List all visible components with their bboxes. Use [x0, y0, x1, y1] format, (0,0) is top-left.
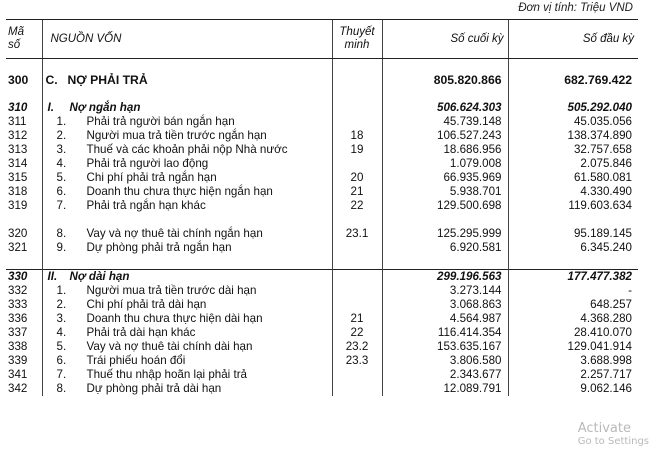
- row-opening: 119.603.634: [508, 199, 638, 213]
- table-row: [6, 199, 638, 213]
- row-code: 319: [8, 199, 28, 212]
- row-label-text: Thuế thu nhập hoãn lại phải trả: [86, 368, 248, 381]
- row-code: 333: [8, 298, 28, 311]
- watermark-line2: Go to Settings: [577, 436, 649, 447]
- row-note: 21: [332, 312, 382, 326]
- row-note: [332, 157, 382, 171]
- row-note: [332, 101, 382, 115]
- row-opening: 9.062.146: [508, 382, 638, 396]
- row-index: 6.: [56, 354, 67, 367]
- row-label-text: Doanh thu chưa thực hiện dài hạn: [86, 312, 263, 325]
- row-label-text: Nợ ngắn hạn: [69, 101, 141, 114]
- row-index: 3.: [56, 312, 67, 325]
- row-code: 314: [8, 157, 28, 170]
- row-code: 337: [8, 326, 28, 339]
- row-closing: 18.686.956: [382, 143, 508, 157]
- table-row: [6, 312, 638, 326]
- row-note: [332, 270, 382, 285]
- row-note: 20: [332, 171, 382, 185]
- row-opening: 32.757.658: [508, 143, 638, 157]
- row-closing: 106.527.243: [382, 129, 508, 143]
- table-row: [6, 326, 638, 340]
- table-row: [6, 185, 638, 199]
- row-index: 5.: [56, 171, 67, 184]
- row-label-text: Dự phòng phải trả dài hạn: [86, 382, 222, 395]
- row-opening: 2.257.717: [508, 368, 638, 382]
- row-closing: 5.938.701: [382, 185, 508, 199]
- row-label: [42, 171, 332, 185]
- group-row-long-term: [6, 270, 638, 285]
- row-closing: 6.920.581: [382, 241, 508, 255]
- table-row: [6, 143, 638, 157]
- row-index: 6.: [56, 185, 67, 198]
- table-row: [6, 157, 638, 171]
- row-label-text: Vay và nợ thuê tài chính dài hạn: [86, 340, 253, 353]
- row-label-text: Doanh thu chưa thực hiện ngắn hạn: [86, 185, 273, 198]
- row-label: [42, 354, 332, 368]
- unit-label: Đơn vị tính: Triệu VND: [518, 2, 633, 14]
- row-note: 23.1: [332, 227, 382, 241]
- row-note: [332, 382, 382, 396]
- row-code: 332: [8, 284, 28, 297]
- row-index: 8.: [56, 382, 67, 395]
- row-label: [42, 284, 332, 298]
- row-opening: 177.477.382: [508, 270, 638, 285]
- row-index: 2.: [56, 298, 67, 311]
- row-label: [42, 312, 332, 326]
- row-code: 311: [8, 115, 27, 128]
- row-code: 339: [8, 354, 28, 367]
- balance-sheet-table: [6, 19, 638, 396]
- row-code: 300: [8, 73, 29, 87]
- row-closing: 3.273.144: [382, 284, 508, 298]
- row-index: 1.: [56, 284, 67, 297]
- row-note: [332, 298, 382, 312]
- header-opening: Số đầu kỳ: [508, 20, 638, 59]
- row-label-text: Người mua trả tiền trước dài hạn: [86, 284, 257, 297]
- header-code-line2: số: [8, 39, 21, 51]
- row-note: 22: [332, 199, 382, 213]
- row-opening: 28.410.070: [508, 326, 638, 340]
- row-note: [332, 284, 382, 298]
- table-row: [6, 115, 638, 129]
- watermark-line1: Activate: [577, 421, 631, 436]
- row-note: [332, 241, 382, 255]
- row-code: 315: [8, 171, 28, 184]
- row-opening: 138.374.890: [508, 129, 638, 143]
- row-label: [42, 143, 332, 157]
- table-row: [6, 354, 638, 368]
- row-index: 9.: [56, 241, 67, 254]
- row-code: 318: [8, 185, 28, 198]
- row-index: 4.: [56, 326, 67, 339]
- row-code: 312: [8, 129, 28, 142]
- header-code-line1: Mã: [8, 26, 24, 38]
- header-code: [6, 20, 42, 59]
- row-index: 2.: [56, 129, 67, 142]
- row-note: 23.2: [332, 340, 382, 354]
- row-opening: 648.257: [508, 298, 638, 312]
- table-row: [6, 284, 638, 298]
- row-opening: 4.330.490: [508, 185, 638, 199]
- table-row: [6, 382, 638, 396]
- row-opening: -: [508, 284, 638, 298]
- row-code: 321: [8, 241, 28, 254]
- row-note: 19: [332, 143, 382, 157]
- row-closing: 4.564.987: [382, 312, 508, 326]
- row-index: 3.: [56, 143, 67, 156]
- row-note: [332, 73, 382, 87]
- row-opening: 3.688.998: [508, 354, 638, 368]
- row-index: II.: [47, 270, 58, 283]
- row-label-text: Phải trả người lao động: [86, 157, 209, 170]
- activate-watermark: [578, 422, 649, 448]
- header-note-line2: minh: [344, 39, 370, 51]
- table-row: [6, 171, 638, 185]
- row-closing: 125.295.999: [382, 227, 508, 241]
- row-code: 313: [8, 143, 28, 156]
- row-index: 5.: [56, 340, 67, 353]
- row-label-text: NỢ PHẢI TRẢ: [67, 73, 148, 87]
- row-label-text: Vay và nợ thuê tài chính ngắn hạn: [86, 227, 263, 240]
- header-source: NGUỒN VỐN: [42, 20, 332, 59]
- table-row: [6, 227, 638, 241]
- row-label: [42, 157, 332, 171]
- row-label: [42, 199, 332, 213]
- row-label-text: Nợ dài hạn: [69, 270, 130, 283]
- row-label-text: Chi phí phải trả dài hạn: [86, 298, 207, 311]
- row-opening: 505.292.040: [508, 101, 638, 115]
- row-opening: 129.041.914: [508, 340, 638, 354]
- row-code: 341: [8, 368, 28, 381]
- row-index: 1.: [56, 115, 67, 128]
- row-opening: 95.189.145: [508, 227, 638, 241]
- row-label: [42, 185, 332, 199]
- header-note-line1: Thuyết: [339, 26, 375, 38]
- row-opening: 6.345.240: [508, 241, 638, 255]
- row-label: [42, 73, 332, 87]
- row-closing: 1.079.008: [382, 157, 508, 171]
- row-note: 22: [332, 326, 382, 340]
- row-label: [42, 298, 332, 312]
- row-code: 342: [8, 382, 28, 395]
- row-closing: 116.414.354: [382, 326, 508, 340]
- row-label-text: Phải trả ngắn hạn khác: [86, 199, 206, 212]
- row-label-text: Dự phòng phải trả ngắn hạn: [86, 241, 232, 254]
- header-note: [332, 20, 382, 59]
- row-index: 7.: [56, 199, 67, 212]
- row-label: [42, 382, 332, 396]
- row-closing: 12.089.791: [382, 382, 508, 396]
- header-closing: Số cuối kỳ: [382, 20, 508, 59]
- row-label-text: Người mua trả tiền trước ngắn hạn: [86, 129, 267, 142]
- row-index: I.: [47, 101, 54, 114]
- row-closing: 805.820.866: [382, 73, 508, 87]
- row-opening: 61.580.081: [508, 171, 638, 185]
- row-note: 23.3: [332, 354, 382, 368]
- row-opening: 4.368.280: [508, 312, 638, 326]
- row-label: [42, 340, 332, 354]
- section-row: [6, 73, 638, 87]
- row-index: C.: [45, 73, 58, 87]
- table-row: [6, 340, 638, 354]
- row-code: 338: [8, 340, 28, 353]
- row-closing: 506.624.303: [382, 101, 508, 115]
- row-label: [42, 270, 332, 285]
- row-label-text: Phải trả dài hạn khác: [86, 326, 196, 339]
- table-row: [6, 368, 638, 382]
- row-code: 310: [8, 101, 28, 114]
- row-index: 8.: [56, 227, 67, 240]
- table-row: [6, 129, 638, 143]
- row-note: 21: [332, 185, 382, 199]
- row-opening: 682.769.422: [508, 73, 638, 87]
- row-closing: 2.343.677: [382, 368, 508, 382]
- row-closing: 299.196.563: [382, 270, 508, 285]
- row-label: [42, 326, 332, 340]
- row-index: 7.: [56, 368, 67, 381]
- row-label-text: Thuế và các khoản phải nộp Nhà nước: [86, 143, 288, 156]
- row-opening: 45.035.056: [508, 115, 638, 129]
- row-opening: 2.075.846: [508, 157, 638, 171]
- row-code: 330: [6, 270, 42, 285]
- table-row: [6, 298, 638, 312]
- group-row-short-term: [6, 101, 638, 115]
- row-note: 18: [332, 129, 382, 143]
- table-header-row: [6, 20, 638, 59]
- row-closing: 3.068.863: [382, 298, 508, 312]
- row-closing: 153.635.167: [382, 340, 508, 354]
- row-code: 336: [8, 312, 28, 325]
- row-label-text: Chi phí phải trả ngắn hạn: [86, 171, 217, 184]
- row-label: [42, 227, 332, 241]
- row-closing: 45.739.148: [382, 115, 508, 129]
- row-note: [332, 368, 382, 382]
- row-label: [42, 129, 332, 143]
- row-closing: 66.935.969: [382, 171, 508, 185]
- row-label: [42, 115, 332, 129]
- row-label: [42, 368, 332, 382]
- row-closing: 129.500.698: [382, 199, 508, 213]
- table-row: [6, 241, 638, 255]
- row-index: 4.: [56, 157, 67, 170]
- row-label: [42, 101, 332, 115]
- row-note: [332, 115, 382, 129]
- row-closing: 3.806.580: [382, 354, 508, 368]
- row-label: [42, 241, 332, 255]
- row-label-text: Phải trả người bán ngắn hạn: [86, 115, 235, 128]
- row-label-text: Trái phiếu hoán đổi: [86, 354, 186, 367]
- row-code: 320: [8, 227, 28, 240]
